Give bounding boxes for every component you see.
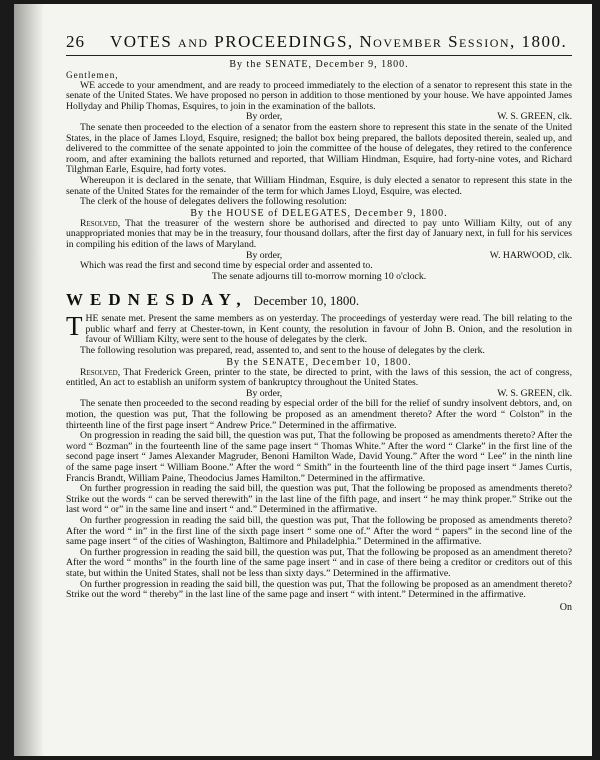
insolvent-debtors-paragraph: The senate then proceeded to the second reading by especial order of the bill for the relief of sundry insolvent debtors, and, on motion, the question was put, That the following be proposed as an amendment thereto? After the word “ Colston” in the thirteenth line of the first page insert “ Andrew Price.” Determined in the affirmative. [66, 398, 572, 431]
document-page [14, 4, 592, 756]
senate-heading-dec-9: By the SENATE, December 9, 1800. [229, 59, 409, 70]
resolved-word: Resolved, [80, 217, 121, 229]
clerk-name: W. HARWOOD, clk. [489, 249, 572, 261]
drop-cap: T [66, 311, 83, 342]
clerk-name: W. S. GREEN, clk. [497, 111, 572, 123]
senate-met-text: HE senate met. Present the same members as on yesterday. The proceedings of yesterday were read. The bill relating to the public wharf and ferry at Chester-town, in Kent county, the resolution in favour of John B. Onion, and the resolution in favour of William Kilty, were sent to the house of delegates by the clerk. [85, 313, 572, 346]
by-order-text: By order, [246, 387, 283, 399]
day-heading [66, 290, 572, 310]
read-assented-paragraph: Which was read the first and second time by especial order and assented to. [80, 260, 373, 272]
declaration-paragraph: Whereupon it is declared in the senate, that William Hindman, Esquire, is duly elected a senator to represent this state in the senate of the United States for the remainder of the term for which James Lloyd, Esquire, was elected. [66, 174, 572, 197]
green-resolution-text: That Frederick Green, printer to the state, be directed to print, with the laws of this session, the act of congress, entitled, An act to establish an uniform system of bankruptcy throughout the United States. [66, 366, 573, 389]
running-header [66, 32, 572, 54]
amendment-paragraph-1: On progression in reading the said bill, the question was put, That the following be proposed as amendments thereto? After the word “ Bozman” in the fourteenth line of the same page insert “ Thomas White.” After the word “ Clarke” in the first line of the second page insert “ James Alexander Magruder, Benoni Hamilton Wade, David Young.” After the word “ Lee” in the ninth line of the same page insert “ William Boone.” After the word “ Smith” in the fourteenth line of the third page insert “ James Curtis, Francis Brandt, William Paine, Theodocius James Hamilton.” Determined in the affirmative. [66, 430, 572, 484]
senate-message-paragraph: WE accede to your amendment, and are ready to proceed immediately to the election of a senator to represent this state in the senate of the United States. We have proposed no person in addition to those mentioned by your house. We have appointed James Hollyday and Philip Thomas, Esquires, to join in the examination of the ballots. [66, 79, 572, 112]
by-order-text: By order, [246, 249, 283, 261]
clerk-name: W. S. GREEN, clk. [497, 387, 572, 399]
adjournment-line: The senate adjourns till to-morrow morning 10 o'clock. [211, 270, 427, 282]
amendment-paragraph-3: On further progression in reading the said bill, the question was put, That the following be proposed as amendments thereto? After the word “ in” in the first line of the sixth page insert “ some one of.” After the word “ papers” in the second line of the same page insert “ of the cities of Washington, Baltimore and Philadelphia.” Determined in the affirmative. [66, 514, 572, 548]
senate-heading-dec-10: By the SENATE, December 10, 1800. [226, 356, 412, 368]
house-heading-dec-9: By the HOUSE of DELEGATES, December 9, 1800. [190, 207, 448, 219]
day-date: December 10, 1800. [253, 293, 360, 309]
kilty-resolution-text: That the treasurer of the western shore be authorised and directed to pay unto William Kilty, out of any unappropriated monies that may be in the treasury, four thousand dollars, after the first day of January next, in full for his services in compiling his edition of the laws of Maryland. [66, 217, 572, 250]
election-paragraph: The senate then proceeded to the election of a senator from the eastern shore to represent this state in the senate of the United States, in the place of James Lloyd, Esquire, resigned; the ballot box being prepared, the ballots deposited therein, sealed up, and delivered to the committee of the senate appointed to join the committee of the house of delegates, they retired to the conference room, and after examining the ballots returned and reported, that William Hindman, Esquire, had forty-nine votes, and Richard Tilghman Earle, Esquire, had forty votes. [66, 121, 572, 176]
amendment-paragraph-4: On further progression in reading the said bill, the question was put, That the following be proposed as an amendment thereto? After the word “ months” in the fourth line of the same page insert “ and in case of there being a creditor or creditors out of this state, but within the United States, shall not be less than sixty days.” Determined in the affirmative. [66, 546, 572, 579]
salutation: Gentlemen, [66, 70, 119, 80]
catchword: On [559, 601, 572, 613]
page-content [66, 32, 572, 613]
senate-met-paragraph [66, 311, 572, 346]
page-title: VOTES and PROCEEDINGS, November Session, 1800. [110, 32, 568, 51]
kilty-resolution [66, 219, 572, 251]
green-resolution [66, 368, 572, 389]
header-rule [66, 55, 572, 56]
resolution-prepared-paragraph: The following resolution was prepared, read, assented to, and sent to the house of delegates by the clerk. [80, 345, 485, 357]
by-order-text: By order, [246, 111, 283, 123]
clerk-delivery-paragraph: The clerk of the house of delegates delivers the following resolution: [80, 196, 347, 208]
resolved-word: Resolved, [80, 366, 121, 378]
page-number: 26 [66, 32, 85, 51]
amendment-paragraph-2: On further progression in reading the said bill, the question was put, That the following be proposed as amendments thereto? Strike out the words “ can be served therewith” in the last line of the fifth page, and insert “ he may think proper.” Strike out the last word “ or” in the same line and insert “ and.” Determined in the affirmative. [66, 483, 572, 516]
day-name: WEDNESDAY, [66, 290, 248, 310]
amendment-paragraph-5: On further progression in reading the said bill, the question was put, That the following be proposed as an amendment thereto? Strike out the word “ thereby” in the last line of the same page and insert “ with intent.” Determined in the affirmative. [66, 578, 572, 601]
